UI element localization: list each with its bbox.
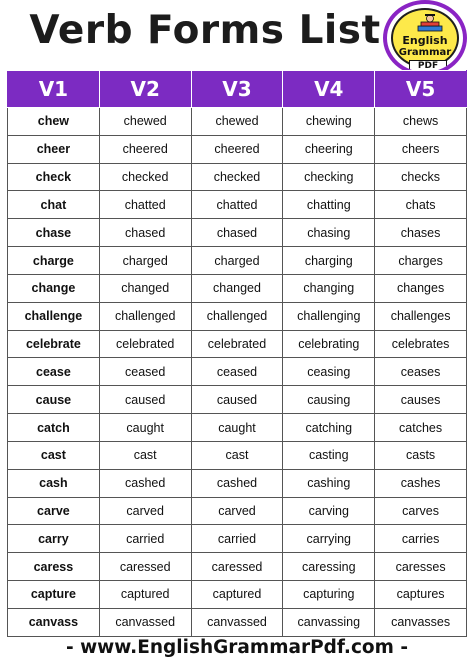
website-footer: - www.EnglishGrammarPdf.com - [65,637,409,658]
table-cell-v3: checked [191,163,283,191]
table-cell-v3: caused [191,386,283,414]
table-cell-v3: charged [191,247,283,275]
table-cell-v5: caresses [375,553,467,581]
table-row [8,135,467,163]
table-cell-v1: cast [8,441,100,469]
table-cell-v3: changed [191,274,283,302]
verb-forms-table [7,70,467,637]
table-cell-v3: caught [191,414,283,442]
table-cell-v1: carry [8,525,100,553]
table-cell-v3: cheered [191,135,283,163]
table-row [8,386,467,414]
table-cell-v2: caused [99,386,191,414]
table-cell-v2: charged [99,247,191,275]
table-cell-v1: change [8,274,100,302]
table-row [8,441,467,469]
logo-badge [383,0,467,76]
table-cell-v2: captured [99,581,191,609]
table-cell-v1: chat [8,191,100,219]
table-cell-v5: catches [375,414,467,442]
table-cell-v1: chew [8,108,100,136]
table-cell-v4: chasing [283,219,375,247]
page-title: Verb Forms List [29,8,381,53]
table-cell-v5: carries [375,525,467,553]
table-cell-v3: ceased [191,358,283,386]
table-cell-v5: cashes [375,469,467,497]
logo-text-pdf: PDF [409,60,447,73]
table-cell-v4: caressing [283,553,375,581]
table-cell-v3: chatted [191,191,283,219]
table-row [8,525,467,553]
table-cell-v5: challenges [375,302,467,330]
table-cell-v3: celebrated [191,330,283,358]
table-cell-v3: canvassed [191,608,283,636]
table-cell-v5: celebrates [375,330,467,358]
table-row [8,581,467,609]
table-row [8,191,467,219]
table-cell-v4: canvassing [283,608,375,636]
table-cell-v1: caress [8,553,100,581]
table-cell-v1: chase [8,219,100,247]
table-row [8,219,467,247]
table-cell-v1: cheer [8,135,100,163]
table-cell-v3: cast [191,441,283,469]
table-row [8,274,467,302]
table-cell-v5: chats [375,191,467,219]
logo-text-grammar: Grammar [398,47,452,58]
table-cell-v2: carved [99,497,191,525]
table-cell-v2: changed [99,274,191,302]
table-cell-v1: capture [8,581,100,609]
table-cell-v1: catch [8,414,100,442]
table-body [8,108,467,637]
table-row [8,247,467,275]
table-cell-v5: cheers [375,135,467,163]
table-cell-v5: checks [375,163,467,191]
logo-inner [391,8,459,71]
table-cell-v4: chatting [283,191,375,219]
table-cell-v2: ceased [99,358,191,386]
table-cell-v5: chews [375,108,467,136]
table-row [8,330,467,358]
table-cell-v5: captures [375,581,467,609]
table-cell-v4: changing [283,274,375,302]
table-cell-v4: causing [283,386,375,414]
table-cell-v4: cheering [283,135,375,163]
table-cell-v5: ceases [375,358,467,386]
student-icon [415,13,445,33]
table-cell-v2: cast [99,441,191,469]
table-cell-v4: challenging [283,302,375,330]
table-cell-v5: causes [375,386,467,414]
table-cell-v3: cashed [191,469,283,497]
table-cell-v4: checking [283,163,375,191]
table-cell-v4: chewing [283,108,375,136]
table-cell-v4: capturing [283,581,375,609]
logo-text-english: English [402,34,448,47]
table-cell-v3: carved [191,497,283,525]
table-cell-v5: carves [375,497,467,525]
table-cell-v2: chewed [99,108,191,136]
table-cell-v1: cease [8,358,100,386]
table-cell-v2: checked [99,163,191,191]
table-cell-v2: cashed [99,469,191,497]
table-cell-v3: carried [191,525,283,553]
table-row [8,414,467,442]
table-cell-v1: carve [8,497,100,525]
table-cell-v1: celebrate [8,330,100,358]
table-cell-v4: carrying [283,525,375,553]
table-row [8,302,467,330]
table-cell-v2: cheered [99,135,191,163]
table-cell-v2: caught [99,414,191,442]
table-cell-v1: check [8,163,100,191]
table-row [8,163,467,191]
table-row [8,108,467,136]
table-cell-v5: canvasses [375,608,467,636]
table-row [8,553,467,581]
table-cell-v5: charges [375,247,467,275]
table-cell-v5: chases [375,219,467,247]
column-header-v1: V1 [8,71,100,108]
table-cell-v1: charge [8,247,100,275]
table-cell-v5: changes [375,274,467,302]
table-cell-v2: carried [99,525,191,553]
table-row [8,469,467,497]
table-row [8,497,467,525]
table-row [8,358,467,386]
table-cell-v3: chased [191,219,283,247]
table-cell-v5: casts [375,441,467,469]
column-header-v3: V3 [191,71,283,108]
table-cell-v4: catching [283,414,375,442]
table-cell-v1: cash [8,469,100,497]
table-cell-v3: captured [191,581,283,609]
table-cell-v2: caressed [99,553,191,581]
table-cell-v4: ceasing [283,358,375,386]
table-cell-v1: canvass [8,608,100,636]
table-cell-v4: cashing [283,469,375,497]
table-cell-v3: chewed [191,108,283,136]
table-cell-v4: charging [283,247,375,275]
table-row [8,608,467,636]
table-cell-v4: celebrating [283,330,375,358]
table-cell-v4: carving [283,497,375,525]
table-cell-v2: chatted [99,191,191,219]
table-cell-v1: cause [8,386,100,414]
table-cell-v2: celebrated [99,330,191,358]
table-cell-v2: canvassed [99,608,191,636]
table-cell-v3: challenged [191,302,283,330]
table-cell-v2: chased [99,219,191,247]
table-header-row [8,71,467,108]
column-header-v2: V2 [99,71,191,108]
table-cell-v3: caressed [191,553,283,581]
table-cell-v4: casting [283,441,375,469]
table-cell-v1: challenge [8,302,100,330]
column-header-v4: V4 [283,71,375,108]
table-cell-v2: challenged [99,302,191,330]
column-header-v5: V5 [375,71,467,108]
